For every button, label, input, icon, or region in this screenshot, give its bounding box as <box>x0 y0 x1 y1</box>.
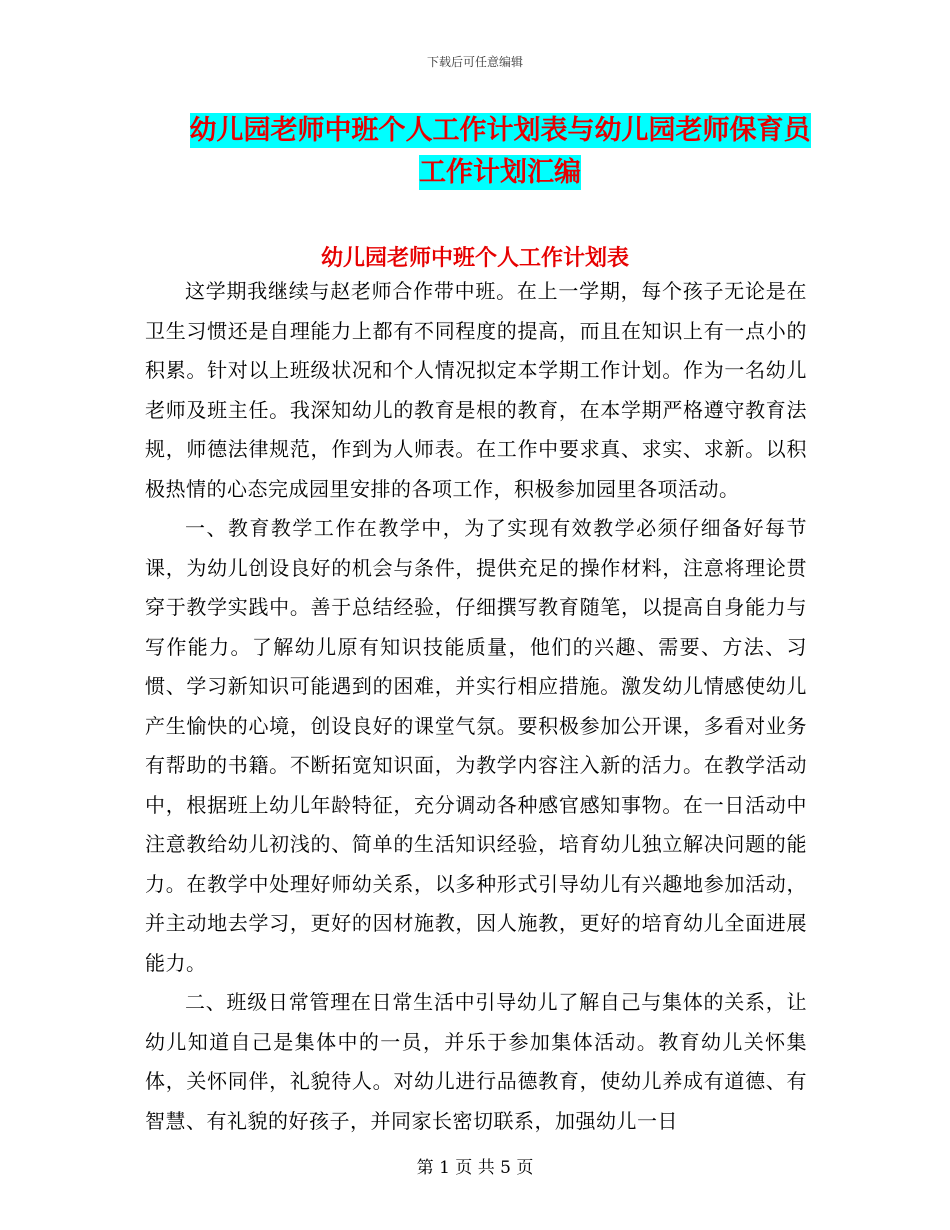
document-title <box>150 110 850 194</box>
document-body <box>145 272 807 1141</box>
body-paragraph: 一、教育教学工作在教学中，为了实现有效教学必须仔细备好每节课，为幼儿创设良好的机会与条件，提供充足的操作材料，注意将理论贯穿于教学实践中。善于总结经验，仔细撰写教育随笔，以提高自身能力与写作能力。了解幼儿原有知识技能质量，他们的兴趣、需要、方法、习惯、学习新知识可能遇到的困难，并实行相应措施。激发幼儿情感使幼儿产生愉快的心境，创设良好的课堂气氛。要积极参加公开课，多看对业务有帮助的书籍。不断拓宽知识面，为教学内容注入新的活力。在教学活动中，根据班上幼儿年龄特征，充分调动各种感官感知事物。在一日活动中注意教给幼儿初浅的、简单的生活知识经验，培育幼儿独立解决问题的能力。在教学中处理好师幼关系，以多种形式引导幼儿有兴趣地参加活动，并主动地去学习，更好的因材施教，因人施教，更好的培育幼儿全面进展能力。 <box>145 516 807 975</box>
document-title-line-1: 幼儿园老师中班个人工作计划表与幼儿园老师保育员 <box>189 115 811 146</box>
body-paragraph: 二、班级日常管理在日常生活中引导幼儿了解自己与集体的关系，让幼儿知道自己是集体中的一员，并乐于参加集体活动。教育幼儿关怀集体，关怀同伴，礼貌待人。对幼儿进行品德教育，使幼儿养成有道德、有智慧、有礼貌的好孩子，并同家长密切联系，加强幼儿一日 <box>145 990 807 1133</box>
page-number-footer: 第 1 页 共 5 页 <box>416 1158 534 1178</box>
page-header-note: 下载后可任意编辑 <box>426 55 523 69</box>
document-title-line-2: 工作计划汇编 <box>419 157 581 188</box>
section-title: 幼儿园老师中班个人工作计划表 <box>320 246 629 271</box>
body-paragraph: 这学期我继续与赵老师合作带中班。在上一学期，每个孩子无论是在卫生习惯还是自理能力上都有不同程度的提高，而且在知识上有一点小的积累。针对以上班级状况和个人情况拟定本学期工作计划。作为一名幼儿老师及班主任。我深知幼儿的教育是根的教育，在本学期严格遵守教育法规，师德法律规范，作到为人师表。在工作中要求真、求实、求新。以积极热情的心态完成园里安排的各项工作，积极参加园里各项活动。 <box>145 279 807 501</box>
